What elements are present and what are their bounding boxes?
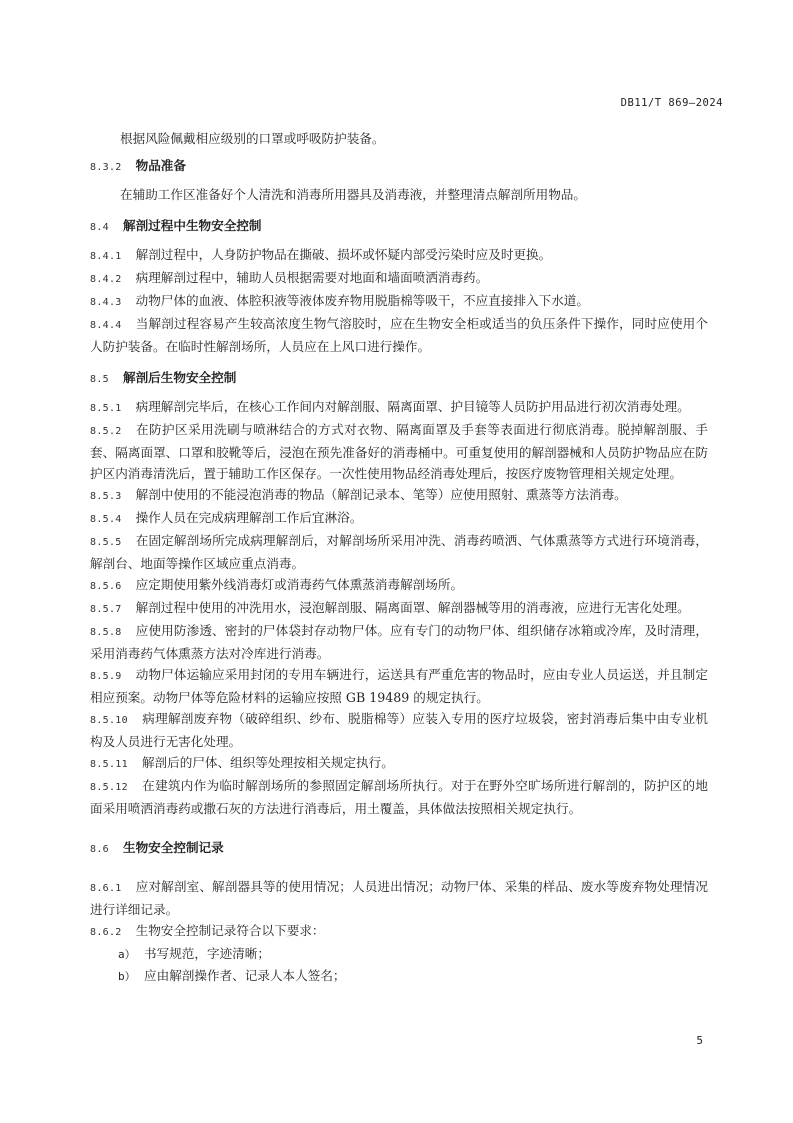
clause: [90, 244, 708, 267]
clause-text: 应使用防渗透、密封的尸体袋封存动物尸体。应有专门的动物尸体、组织储存冰箱或冷库，及时清理，采用消毒药气体熏蒸方法对冷库进行消毒。: [90, 623, 708, 661]
list-label: b）: [118, 970, 136, 983]
clause-number: 8.6.1: [90, 883, 122, 894]
clause-number: 8.4.1: [90, 251, 122, 262]
section-title: 解剖后生物安全控制: [122, 370, 237, 385]
clause: [90, 507, 708, 530]
clause: [90, 752, 708, 775]
clause-number: 8.5.4: [90, 514, 122, 525]
section-8-3-2-heading: [90, 155, 708, 178]
section-8-3-2-text: 在辅助工作区准备好个人清洗和消毒所用器具及消毒液，并整理清点解剖所用物品。: [120, 187, 586, 202]
clause-number: 8.5.6: [90, 581, 122, 592]
clause: [90, 396, 708, 419]
clause: [90, 620, 708, 664]
clause-text: 解剖后的尸体、组织等处理按相关规定执行。: [141, 755, 394, 770]
list-item: [118, 965, 708, 987]
clause-number: 8.5.1: [90, 403, 122, 414]
clause-number: 8.5.5: [90, 537, 122, 548]
clause-number: 8.5.8: [90, 627, 122, 638]
clause: [90, 484, 708, 507]
clause-number: 8.5.3: [90, 491, 122, 502]
clause-text: 病理解剖完毕后，在核心工作间内对解剖服、隔离面罩、护目镜等人员防护用品进行初次消毒处理。: [135, 399, 690, 414]
clause-text: 应定期使用紫外线消毒灯或消毒药气体熏蒸消毒解剖场所。: [135, 577, 464, 592]
list-label: a）: [118, 948, 136, 961]
clause: [90, 876, 708, 920]
clause: [90, 313, 708, 357]
section-title: 生物安全控制记录: [122, 840, 224, 855]
clause: [90, 267, 708, 290]
clause-number: 8.5.7: [90, 604, 122, 615]
clause-text: 病理解剖过程中，辅助人员根据需要对地面和墙面喷洒消毒药。: [135, 270, 489, 285]
page-number: 5: [696, 1034, 703, 1047]
section-title: 物品准备: [135, 158, 186, 173]
clause-number: 8.5.2: [90, 426, 122, 437]
clause-number: 8.5.11: [90, 759, 128, 770]
clause-text: 动物尸体的血液、体腔积液等液体废弃物用脱脂棉等吸干，不应直接排入下水道。: [135, 293, 589, 308]
document-body: [90, 128, 708, 987]
list-item: [118, 943, 708, 965]
list-text: 书写规范，字迹清晰；: [144, 946, 270, 961]
clause-text: 解剖过程中使用的冲洗用水，浸泡解剖服、隔离面罩、解剖器械等用的消毒液，应进行无害化处理。: [135, 600, 690, 615]
section-number: 8.6: [90, 844, 109, 855]
clause-text: 操作人员在完成病理解剖工作后宜淋浴。: [135, 510, 363, 525]
section-8-5-heading: [90, 367, 708, 390]
clause-text: 解剖中使用的不能浸泡消毒的物品（解剖记录本、笔等）应使用照射、熏蒸等方法消毒。: [135, 487, 627, 502]
clause: [90, 708, 708, 752]
section-number: 8.4: [90, 222, 109, 233]
section-8-4-clauses: [90, 244, 708, 357]
section-title: 解剖过程中生物安全控制: [122, 218, 262, 233]
clause: [90, 597, 708, 620]
clause-number: 8.4.2: [90, 274, 122, 285]
clause-text: 动物尸体运输应采用封闭的专用车辆进行，运送具有严重危害的物品时，应由专业人员运送，并且制定相应预案。动物尸体等危险材料的运输应按照 GB 19489 的规定执行。: [90, 667, 708, 705]
clause-text: 在防护区采用洗刷与喷淋结合的方式对衣物、隔离面罩及手套等表面进行彻底消毒。脱掉解剖服、手套、隔离面罩、口罩和胶靴等后，浸泡在预先准备好的消毒桶中。可重复使用的解剖器械和人员防护物品应在防护区内消毒清洗后，置于辅助工作区保存。一次性使用物品经消毒处理后，按医疗废物管理相关规定处理。: [90, 422, 708, 481]
clause-text: 应对解剖室、解剖器具等的使用情况；人员进出情况；动物尸体、采集的样品、废水等废弃物处理情况进行详细记录。: [90, 879, 708, 917]
clause-number: 8.6.2: [90, 927, 122, 938]
clause-text: 当解剖过程容易产生较高浓度生物气溶胶时，应在生物安全柜或适当的负压条件下操作，同时应使用个人防护装备。在临时性解剖场所，人员应在上风口进行操作。: [90, 316, 708, 354]
clause: [90, 664, 708, 708]
intro-paragraph: 根据风险佩戴相应级别的口罩或呼吸防护装备。: [120, 131, 385, 146]
clause-text: 在建筑内作为临时解剖场所的参照固定解剖场所执行。对于在野外空旷场所进行解剖的，防护区的地面采用喷洒消毒药或撒石灰的方法进行消毒后，用土覆盖，具体做法按照相关规定执行。: [90, 778, 708, 816]
section-8-6-clauses: [90, 876, 708, 987]
clause: [90, 290, 708, 313]
clause: [90, 775, 708, 819]
clause-text: 解剖过程中，人身防护物品在撕破、损坏或怀疑内部受污染时应及时更换。: [135, 247, 552, 262]
clause-number: 8.5.9: [90, 671, 122, 682]
clause-number: 8.4.4: [90, 320, 122, 331]
clause: [90, 920, 708, 943]
clause-text: 生物安全控制记录符合以下要求：: [135, 923, 325, 938]
section-8-6-heading: [90, 837, 708, 860]
list-text: 应由解剖操作者、记录人本人签名；: [144, 968, 346, 983]
clause-text: 在固定解剖场所完成病理解剖后，对解剖场所采用冲洗、消毒药喷洒、气体熏蒸等方式进行环境消毒，解剖台、地面等操作区域应重点消毒。: [90, 533, 708, 571]
clause-number: 8.4.3: [90, 297, 122, 308]
section-8-4-heading: [90, 215, 708, 238]
clause-number: 8.5.12: [90, 782, 128, 793]
clause: [90, 574, 708, 597]
clause-number: 8.5.10: [90, 715, 128, 726]
clause: [90, 530, 708, 574]
section-8-5-clauses: [90, 396, 708, 819]
section-number: 8.3.2: [90, 162, 122, 173]
clause-text: 病理解剖废弃物（破碎组织、纱布、脱脂棉等）应装入专用的医疗垃圾袋，密封消毒后集中由专业机构及人员进行无害化处理。: [90, 711, 708, 749]
document-code: DB11/T 869—2024: [620, 97, 723, 109]
section-number: 8.5: [90, 374, 109, 385]
clause: [90, 419, 708, 484]
